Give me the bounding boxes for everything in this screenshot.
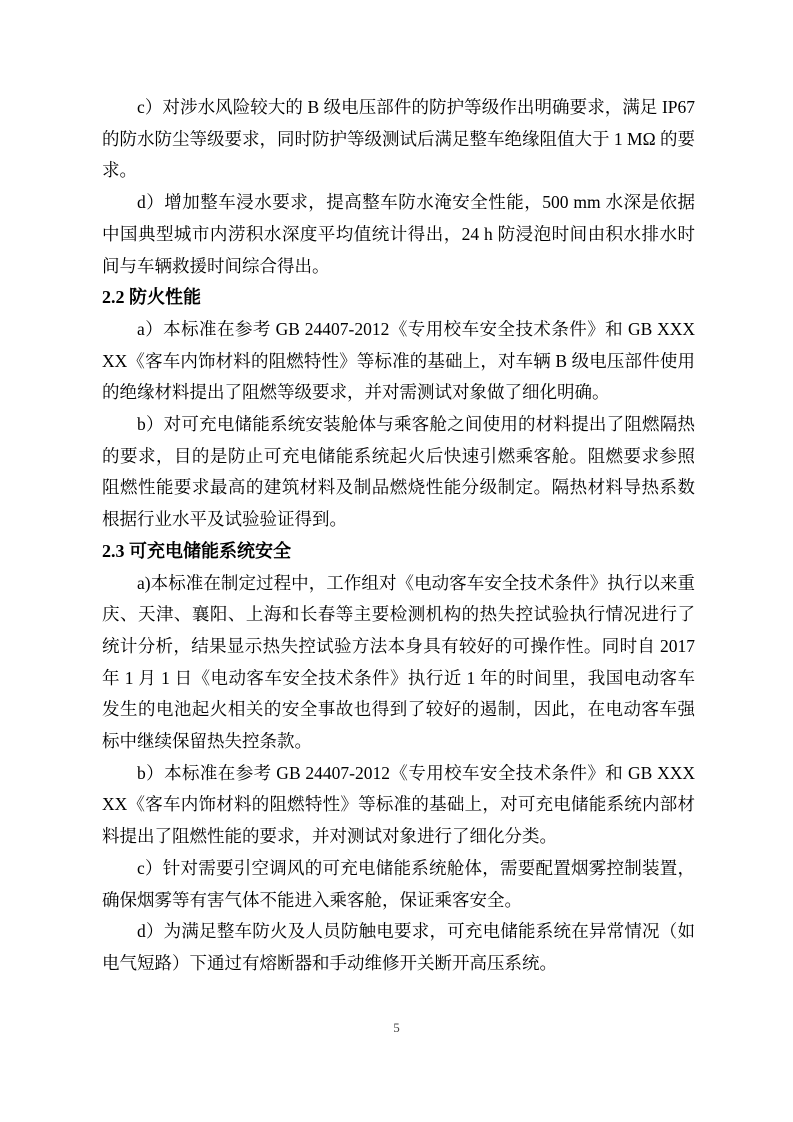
section-heading-ress-safety: 2.3 可充电储能系统安全 bbox=[102, 540, 291, 561]
paragraph-ress-b-internal-material: b）本标准在参考 GB 24407-2012《专用校车安全技术条件》和 GB XXXXX《客车内饰材料的阻燃特性》等标准的基础上，对可充电储能系统内部材料提出了阻燃性能的要求，并对测试对象进行了细化分类。 bbox=[102, 762, 695, 847]
paragraph-immersion-requirement: d）增加整车浸水要求，提高整车防水淹安全性能，500 mm 水深是依据中国典型城市内涝积水深度平均值统计得出，24 h 防浸泡时间由积水排水时间与车辆救援时间综合得出。 bbox=[102, 192, 695, 276]
section-heading-fire-performance: 2.2 防火性能 bbox=[102, 287, 201, 308]
paragraph-ress-d-fuse-switch: d）为满足整车防火及人员防触电要求，可充电储能系统在异常情况（如电气短路）下通过有熔断器和手动维修开关断开高压系统。 bbox=[102, 921, 695, 973]
paragraph-wading-protection: c）对涉水风险较大的 B 级电压部件的防护等级作出明确要求，满足 IP67 的防水防尘等级要求，同时防护等级测试后满足整车绝缘阻值大于 1 MΩ 的要求。 bbox=[102, 97, 695, 181]
paragraph-fire-a-insulation-material: a）本标准在参考 GB 24407-2012《专用校车安全技术条件》和 GB XXXXX《客车内饰材料的阻燃特性》等标准的基础上，对车辆 B 级电压部件使用的绝缘材料提出了阻燃等级要求，并对需测试对象做了细化明确。 bbox=[102, 318, 695, 403]
paragraph-ress-a-thermal-runaway: a)本标准在制定过程中，工作组对《电动客车安全技术条件》执行以来重庆、天津、襄阳、上海和长春等主要检测机构的热失控试验执行情况进行了统计分析，结果显示热失控试验方法本身具有较好的可操作性。同时自 2017 年 1 月 1 日《电动客车安全技术条件》执行近 1 年的时间里，我国电动客车发生的电池起火相关的安全事故也得到了较好的遏制，因此，在电动客车强标中继续保留热失控条款。 bbox=[102, 572, 695, 752]
page-number: 5 bbox=[393, 1020, 400, 1035]
paragraph-ress-c-smoke-control: c）针对需要引空调风的可充电储能系统舱体，需要配置烟雾控制装置，确保烟雾等有害气体不能进入乘客舱，保证乘客安全。 bbox=[102, 857, 695, 910]
document-content bbox=[102, 92, 695, 980]
page-footer bbox=[0, 1020, 793, 1036]
paragraph-fire-b-cabin-material: b）对可充电储能系统安装舱体与乘客舱之间使用的材料提出了阻燃隔热的要求，目的是防止可充电储能系统起火后快速引燃乘客舱。阻燃要求参照阻燃性能要求最高的建筑材料及制品燃烧性能分级制定。隔热材料导热系数根据行业水平及试验验证得到。 bbox=[102, 414, 695, 530]
